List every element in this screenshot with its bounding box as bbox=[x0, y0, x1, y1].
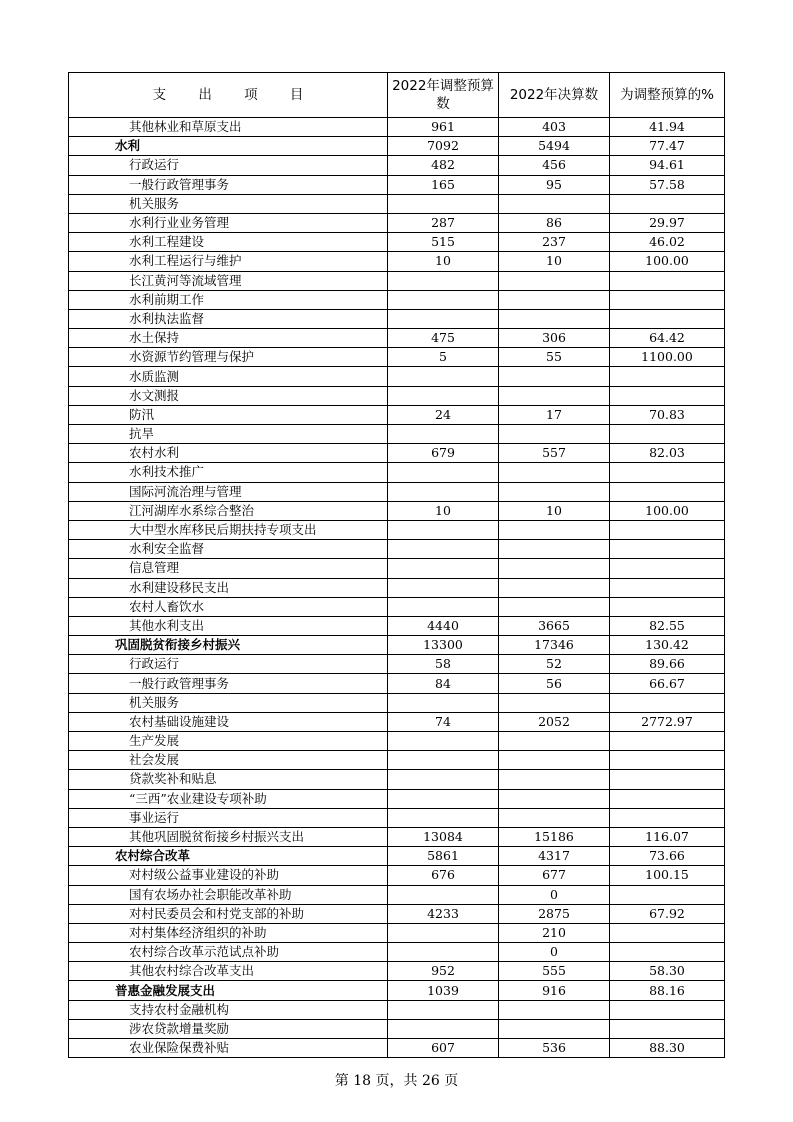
adjusted-budget-cell: 5 bbox=[388, 348, 499, 367]
item-name-cell: 支持农村金融机构 bbox=[69, 1000, 388, 1019]
percent-cell bbox=[610, 578, 725, 597]
table-row bbox=[69, 118, 725, 137]
adjusted-budget-cell bbox=[388, 194, 499, 213]
percent-cell bbox=[610, 271, 725, 290]
final-accounts-cell: 306 bbox=[499, 329, 610, 348]
percent-cell: 100.00 bbox=[610, 501, 725, 520]
adjusted-budget-cell: 13300 bbox=[388, 636, 499, 655]
percent-cell: 77.47 bbox=[610, 137, 725, 156]
table-row bbox=[69, 789, 725, 808]
item-name-cell: 长江黄河等流域管理 bbox=[69, 271, 388, 290]
item-name-cell: 水利建设移民支出 bbox=[69, 578, 388, 597]
table-row bbox=[69, 1019, 725, 1038]
table-row bbox=[69, 386, 725, 405]
page-number: 第 18 页，共 26 页 bbox=[334, 1073, 459, 1089]
item-name-cell: 机关服务 bbox=[69, 693, 388, 712]
item-name-cell: 巩固脱贫衔接乡村振兴 bbox=[69, 636, 388, 655]
item-name-cell: 水资源节约管理与保护 bbox=[69, 348, 388, 367]
item-name-cell: 大中型水库移民后期扶持专项支出 bbox=[69, 520, 388, 539]
final-accounts-cell bbox=[499, 194, 610, 213]
final-accounts-cell bbox=[499, 520, 610, 539]
final-accounts-cell: 5494 bbox=[499, 137, 610, 156]
adjusted-budget-cell bbox=[388, 808, 499, 827]
item-name-cell: “三西”农业建设专项补助 bbox=[69, 789, 388, 808]
final-accounts-cell bbox=[499, 482, 610, 501]
adjusted-budget-cell bbox=[388, 1019, 499, 1038]
table-row bbox=[69, 808, 725, 827]
table-row bbox=[69, 962, 725, 981]
table-row bbox=[69, 405, 725, 424]
final-accounts-cell: 52 bbox=[499, 655, 610, 674]
table-row bbox=[69, 693, 725, 712]
table-row bbox=[69, 770, 725, 789]
adjusted-budget-cell bbox=[388, 309, 499, 328]
item-name-cell: 贷款奖补和贴息 bbox=[69, 770, 388, 789]
table-row bbox=[69, 885, 725, 904]
adjusted-budget-cell: 607 bbox=[388, 1039, 499, 1058]
percent-cell bbox=[610, 1019, 725, 1038]
table-row bbox=[69, 674, 725, 693]
percent-cell: 116.07 bbox=[610, 827, 725, 846]
final-accounts-cell: 3665 bbox=[499, 616, 610, 635]
item-name-cell: 对村民委员会和村党支部的补助 bbox=[69, 904, 388, 923]
final-accounts-cell bbox=[499, 751, 610, 770]
final-accounts-cell: 677 bbox=[499, 866, 610, 885]
adjusted-budget-cell bbox=[388, 578, 499, 597]
adjusted-budget-cell bbox=[388, 482, 499, 501]
percent-cell bbox=[610, 559, 725, 578]
item-name-cell: 国际河流治理与管理 bbox=[69, 482, 388, 501]
final-accounts-cell: 4317 bbox=[499, 847, 610, 866]
table-row bbox=[69, 348, 725, 367]
adjusted-budget-cell bbox=[388, 1000, 499, 1019]
final-accounts-cell bbox=[499, 290, 610, 309]
table-row bbox=[69, 751, 725, 770]
item-name-cell: 其他林业和草原支出 bbox=[69, 118, 388, 137]
percent-cell: 73.66 bbox=[610, 847, 725, 866]
final-accounts-cell bbox=[499, 367, 610, 386]
percent-cell bbox=[610, 463, 725, 482]
adjusted-budget-cell bbox=[388, 597, 499, 616]
adjusted-budget-cell bbox=[388, 770, 499, 789]
table-row bbox=[69, 252, 725, 271]
table-row bbox=[69, 156, 725, 175]
adjusted-budget-cell bbox=[388, 693, 499, 712]
percent-cell: 41.94 bbox=[610, 118, 725, 137]
final-accounts-cell: 2052 bbox=[499, 712, 610, 731]
item-name-cell: 水利工程建设 bbox=[69, 233, 388, 252]
percent-cell: 82.03 bbox=[610, 444, 725, 463]
adjusted-budget-cell bbox=[388, 290, 499, 309]
percent-cell bbox=[610, 194, 725, 213]
percent-cell bbox=[610, 808, 725, 827]
final-accounts-cell: 557 bbox=[499, 444, 610, 463]
final-accounts-cell: 17 bbox=[499, 405, 610, 424]
table-body bbox=[69, 118, 725, 1058]
table-row bbox=[69, 904, 725, 923]
expenditure-table bbox=[68, 72, 725, 1058]
percent-cell bbox=[610, 425, 725, 444]
final-accounts-cell: 0 bbox=[499, 943, 610, 962]
table-row bbox=[69, 1000, 725, 1019]
item-name-cell: 涉农贷款增量奖励 bbox=[69, 1019, 388, 1038]
final-accounts-cell bbox=[499, 693, 610, 712]
percent-cell: 94.61 bbox=[610, 156, 725, 175]
item-name-cell: 对村集体经济组织的补助 bbox=[69, 923, 388, 942]
adjusted-budget-cell bbox=[388, 732, 499, 751]
final-accounts-cell bbox=[499, 463, 610, 482]
table-row bbox=[69, 732, 725, 751]
item-name-cell: 水土保持 bbox=[69, 329, 388, 348]
percent-cell bbox=[610, 540, 725, 559]
adjusted-budget-cell: 10 bbox=[388, 501, 499, 520]
table-row bbox=[69, 271, 725, 290]
final-accounts-cell bbox=[499, 540, 610, 559]
header-final-accounts: 2022年决算数 bbox=[499, 73, 610, 118]
percent-cell bbox=[610, 597, 725, 616]
table-row bbox=[69, 194, 725, 213]
item-name-cell: 国有农场办社会职能改革补助 bbox=[69, 885, 388, 904]
adjusted-budget-cell bbox=[388, 386, 499, 405]
percent-cell: 46.02 bbox=[610, 233, 725, 252]
table-row bbox=[69, 655, 725, 674]
item-name-cell: 普惠金融发展支出 bbox=[69, 981, 388, 1000]
table-row bbox=[69, 866, 725, 885]
percent-cell bbox=[610, 751, 725, 770]
percent-cell: 88.30 bbox=[610, 1039, 725, 1058]
table-row bbox=[69, 309, 725, 328]
percent-cell bbox=[610, 1000, 725, 1019]
item-name-cell: 水利技术推广 bbox=[69, 463, 388, 482]
percent-cell: 1100.00 bbox=[610, 348, 725, 367]
final-accounts-cell bbox=[499, 789, 610, 808]
adjusted-budget-cell: 515 bbox=[388, 233, 499, 252]
item-name-cell: 抗旱 bbox=[69, 425, 388, 444]
percent-cell: 29.97 bbox=[610, 213, 725, 232]
final-accounts-cell: 15186 bbox=[499, 827, 610, 846]
percent-cell bbox=[610, 520, 725, 539]
item-name-cell: 一般行政管理事务 bbox=[69, 674, 388, 693]
adjusted-budget-cell: 287 bbox=[388, 213, 499, 232]
table-row bbox=[69, 425, 725, 444]
table-row bbox=[69, 943, 725, 962]
final-accounts-cell bbox=[499, 559, 610, 578]
item-name-cell: 农村综合改革示范试点补助 bbox=[69, 943, 388, 962]
percent-cell: 67.92 bbox=[610, 904, 725, 923]
percent-cell: 66.67 bbox=[610, 674, 725, 693]
adjusted-budget-cell: 952 bbox=[388, 962, 499, 981]
item-name-cell: 其他农村综合改革支出 bbox=[69, 962, 388, 981]
table-row bbox=[69, 540, 725, 559]
final-accounts-cell bbox=[499, 732, 610, 751]
final-accounts-cell: 55 bbox=[499, 348, 610, 367]
item-name-cell: 水质监测 bbox=[69, 367, 388, 386]
item-name-cell: 水利前期工作 bbox=[69, 290, 388, 309]
table-category-row bbox=[69, 137, 725, 156]
adjusted-budget-cell: 165 bbox=[388, 175, 499, 194]
item-name-cell: 社会发展 bbox=[69, 751, 388, 770]
item-name-cell: 水利工程运行与维护 bbox=[69, 252, 388, 271]
table-row bbox=[69, 233, 725, 252]
percent-cell: 88.16 bbox=[610, 981, 725, 1000]
adjusted-budget-cell bbox=[388, 559, 499, 578]
final-accounts-cell bbox=[499, 425, 610, 444]
adjusted-budget-cell: 5861 bbox=[388, 847, 499, 866]
adjusted-budget-cell bbox=[388, 520, 499, 539]
item-name-cell: 事业运行 bbox=[69, 808, 388, 827]
item-name-cell: 江河湖库水系综合整治 bbox=[69, 501, 388, 520]
item-name-cell: 农村综合改革 bbox=[69, 847, 388, 866]
item-name-cell: 农村基础设施建设 bbox=[69, 712, 388, 731]
adjusted-budget-cell bbox=[388, 425, 499, 444]
adjusted-budget-cell bbox=[388, 923, 499, 942]
final-accounts-cell: 237 bbox=[499, 233, 610, 252]
percent-cell bbox=[610, 770, 725, 789]
adjusted-budget-cell: 961 bbox=[388, 118, 499, 137]
final-accounts-cell bbox=[499, 386, 610, 405]
item-name-cell: 农村人畜饮水 bbox=[69, 597, 388, 616]
adjusted-budget-cell: 58 bbox=[388, 655, 499, 674]
table-row bbox=[69, 923, 725, 942]
final-accounts-cell: 10 bbox=[499, 252, 610, 271]
table-row bbox=[69, 482, 725, 501]
adjusted-budget-cell bbox=[388, 789, 499, 808]
adjusted-budget-cell: 679 bbox=[388, 444, 499, 463]
table-category-row bbox=[69, 847, 725, 866]
table-category-row bbox=[69, 636, 725, 655]
percent-cell bbox=[610, 732, 725, 751]
adjusted-budget-cell: 84 bbox=[388, 674, 499, 693]
adjusted-budget-cell: 4440 bbox=[388, 616, 499, 635]
final-accounts-cell: 403 bbox=[499, 118, 610, 137]
final-accounts-cell: 456 bbox=[499, 156, 610, 175]
item-name-cell: 水利 bbox=[69, 137, 388, 156]
item-name-cell: 农村水利 bbox=[69, 444, 388, 463]
final-accounts-cell: 86 bbox=[499, 213, 610, 232]
adjusted-budget-cell: 676 bbox=[388, 866, 499, 885]
table-header bbox=[69, 73, 725, 118]
percent-cell: 130.42 bbox=[610, 636, 725, 655]
final-accounts-cell: 56 bbox=[499, 674, 610, 693]
final-accounts-cell: 10 bbox=[499, 501, 610, 520]
final-accounts-cell: 210 bbox=[499, 923, 610, 942]
table-row bbox=[69, 175, 725, 194]
final-accounts-cell: 95 bbox=[499, 175, 610, 194]
final-accounts-cell: 0 bbox=[499, 885, 610, 904]
adjusted-budget-cell: 13084 bbox=[388, 827, 499, 846]
percent-cell: 89.66 bbox=[610, 655, 725, 674]
header-percent-of-budget: 为调整预算的% bbox=[610, 73, 725, 118]
adjusted-budget-cell: 7092 bbox=[388, 137, 499, 156]
percent-cell bbox=[610, 482, 725, 501]
table-row bbox=[69, 712, 725, 731]
item-name-cell: 行政运行 bbox=[69, 156, 388, 175]
final-accounts-cell: 555 bbox=[499, 962, 610, 981]
item-name-cell: 水利安全监督 bbox=[69, 540, 388, 559]
final-accounts-cell: 536 bbox=[499, 1039, 610, 1058]
adjusted-budget-cell bbox=[388, 751, 499, 770]
percent-cell bbox=[610, 789, 725, 808]
percent-cell: 82.55 bbox=[610, 616, 725, 635]
final-accounts-cell bbox=[499, 597, 610, 616]
adjusted-budget-cell: 475 bbox=[388, 329, 499, 348]
item-name-cell: 防汛 bbox=[69, 405, 388, 424]
percent-cell bbox=[610, 309, 725, 328]
item-name-cell: 水利执法监督 bbox=[69, 309, 388, 328]
percent-cell bbox=[610, 290, 725, 309]
percent-cell bbox=[610, 386, 725, 405]
table-row bbox=[69, 1039, 725, 1058]
percent-cell: 2772.97 bbox=[610, 712, 725, 731]
item-name-cell: 其他巩固脱贫衔接乡村振兴支出 bbox=[69, 827, 388, 846]
item-name-cell: 其他水利支出 bbox=[69, 616, 388, 635]
table-row bbox=[69, 463, 725, 482]
percent-cell bbox=[610, 923, 725, 942]
header-row bbox=[69, 73, 725, 118]
final-accounts-cell: 2875 bbox=[499, 904, 610, 923]
final-accounts-cell bbox=[499, 309, 610, 328]
table-category-row bbox=[69, 981, 725, 1000]
adjusted-budget-cell bbox=[388, 463, 499, 482]
item-name-cell: 信息管理 bbox=[69, 559, 388, 578]
adjusted-budget-cell bbox=[388, 540, 499, 559]
final-accounts-cell bbox=[499, 808, 610, 827]
item-name-cell: 水利行业业务管理 bbox=[69, 213, 388, 232]
percent-cell: 100.15 bbox=[610, 866, 725, 885]
table-row bbox=[69, 520, 725, 539]
item-name-cell: 行政运行 bbox=[69, 655, 388, 674]
percent-cell: 100.00 bbox=[610, 252, 725, 271]
table-row bbox=[69, 578, 725, 597]
adjusted-budget-cell bbox=[388, 271, 499, 290]
final-accounts-cell bbox=[499, 578, 610, 597]
adjusted-budget-cell: 1039 bbox=[388, 981, 499, 1000]
percent-cell bbox=[610, 693, 725, 712]
table-row bbox=[69, 501, 725, 520]
item-name-cell: 生产发展 bbox=[69, 732, 388, 751]
adjusted-budget-cell: 24 bbox=[388, 405, 499, 424]
item-name-cell: 一般行政管理事务 bbox=[69, 175, 388, 194]
final-accounts-cell bbox=[499, 1019, 610, 1038]
final-accounts-cell bbox=[499, 271, 610, 290]
header-adjusted-budget: 2022年调整预算数 bbox=[388, 73, 499, 118]
table-row bbox=[69, 367, 725, 386]
table-row bbox=[69, 616, 725, 635]
table-row bbox=[69, 329, 725, 348]
table-row bbox=[69, 444, 725, 463]
adjusted-budget-cell: 74 bbox=[388, 712, 499, 731]
final-accounts-cell: 916 bbox=[499, 981, 610, 1000]
percent-cell: 57.58 bbox=[610, 175, 725, 194]
header-item: 支 出 项 目 bbox=[69, 73, 388, 118]
table-row bbox=[69, 213, 725, 232]
percent-cell bbox=[610, 367, 725, 386]
percent-cell: 58.30 bbox=[610, 962, 725, 981]
final-accounts-cell bbox=[499, 770, 610, 789]
table-row bbox=[69, 559, 725, 578]
adjusted-budget-cell bbox=[388, 885, 499, 904]
percent-cell: 64.42 bbox=[610, 329, 725, 348]
item-name-cell: 机关服务 bbox=[69, 194, 388, 213]
adjusted-budget-cell: 10 bbox=[388, 252, 499, 271]
adjusted-budget-cell bbox=[388, 943, 499, 962]
table-row bbox=[69, 597, 725, 616]
percent-cell bbox=[610, 885, 725, 904]
table-row bbox=[69, 827, 725, 846]
item-name-cell: 农业保险保费补贴 bbox=[69, 1039, 388, 1058]
adjusted-budget-cell bbox=[388, 367, 499, 386]
final-accounts-cell bbox=[499, 1000, 610, 1019]
adjusted-budget-cell: 4233 bbox=[388, 904, 499, 923]
item-name-cell: 对村级公益事业建设的补助 bbox=[69, 866, 388, 885]
item-name-cell: 水文测报 bbox=[69, 386, 388, 405]
adjusted-budget-cell: 482 bbox=[388, 156, 499, 175]
percent-cell bbox=[610, 943, 725, 962]
final-accounts-cell: 17346 bbox=[499, 636, 610, 655]
table-row bbox=[69, 290, 725, 309]
percent-cell: 70.83 bbox=[610, 405, 725, 424]
